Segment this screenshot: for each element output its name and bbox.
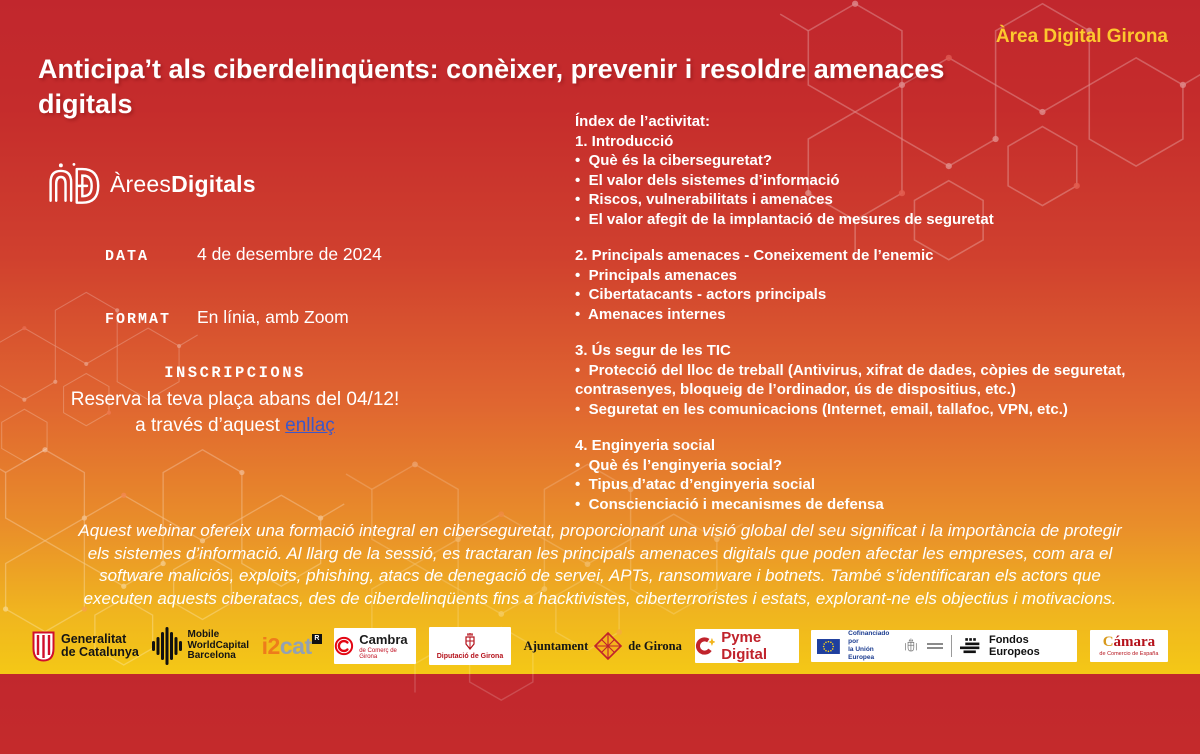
activity-index [575,112,1177,531]
index-bullet: • Què és la ciberseguretat? [575,151,1177,171]
index-bullet: • Conscienciació i mecanismes de defensa [575,495,1177,515]
cambra-c-icon [334,636,354,656]
mobile-world-capital-logo [152,626,249,666]
girona-diamond-emblem-icon [593,631,623,661]
index-bullet: • El valor dels sistemes d’informació [575,171,1177,191]
section-title: 2. Principals amenaces - Coneixement de l’enemic [575,247,934,264]
ministry-text-lines [927,643,943,649]
date-row [105,244,382,265]
fondos-europeos-name: Fondos Europeos [988,634,1040,658]
mwc-line2: WorldCapital [187,639,249,651]
generalitat-line1: Generalitat [61,631,127,646]
spain-coat-of-arms-icon [903,635,919,657]
date-label: DATA [105,248,150,265]
inscriptions-block [58,364,412,438]
arees-digitals-wordmark [110,171,256,198]
cambra-name: Cambra [359,631,408,647]
i2cat-logo [262,633,322,660]
i2cat-i2: i2 [261,632,280,659]
senyera-shield-icon [32,631,55,662]
camara-initial: C [1102,634,1114,650]
index-section-3 [575,341,1177,419]
eu-funding-bar [811,630,1077,662]
i2cat-registered-mark: R [312,634,322,644]
pyme-digital-logo [695,629,799,663]
index-bullet: • El valor afegit de la implantació de mesures de seguretat [575,210,1177,230]
inscriptions-label: INSCRIPCIONS [164,364,306,382]
inscriptions-link-line [58,414,412,438]
generalitat-line2: de Catalunya [61,645,139,659]
inscriptions-link-prefix: a través d’aquest [135,414,280,436]
webinar-description: Aquest webinar ofereix una formació integral en ciberseguretat, proporcionant una visió global del seu significat i la importància de protegir els sistemes d’informació. Al llarg de la sessió, es tractaran les principals amenaces digitals que poden afectar les empreses, com ara el software maliciós, exploits, phishing, atacs de denegació de servei, APTs, ransomware i botnets. També s’identificaran els actors que executen aquests ciberatacs, des de ciberdelinqüents fins a hacktivistes, ciberterroristes i estats, explorant-ne els objectius i motivacions. [78,521,1122,608]
index-bullet: • Tipus d’atac d’enginyeria social [575,475,1177,495]
arees-digitals-logo [45,160,256,208]
section-title: 4. Enginyeria social [575,437,716,454]
camara-subtitle: de Comercio de España [1099,651,1159,657]
index-section-4 [575,436,1177,514]
camara-espana-logo [1090,630,1168,662]
index-bullet: • Riscos, vulnerabilitats i amenaces [575,190,1177,210]
index-bullet: • Cibertatacants - actors principals [575,285,1177,305]
index-bullet: • Què és l’enginyeria social? [575,456,1177,476]
soundwave-bars-icon [152,626,182,666]
pyme-name: Pyme Digital [721,629,768,663]
de-girona-word: de Girona [628,638,682,653]
cambra-subtitle: de Comerç de Girona [359,647,397,660]
camara-rest: ámara [1113,634,1156,650]
index-section-2 [575,246,1177,324]
page-title: Anticipa’t als ciberdelinqüents: conèixer, prevenir i resoldre amenaces digitals [38,54,945,119]
index-bullet: • Principals amenaces [575,266,1177,286]
section-title: 1. Introducció [575,132,674,150]
ajuntament-word: Ajuntament [523,638,589,653]
index-bullet: • Protecció del lloc de treball (Antivirus, xifrat de dades, còpies de seguretat, contrasenyes, bloqueig de l’ordinador, ús de dispositius, etc.) [575,361,1177,400]
index-heading: Índex de l’activitat: [575,113,711,130]
eu-flag-icon [817,638,840,655]
section-title: 3. Ús segur de les TIC [575,342,731,359]
index-bullet: • Amenaces internes [575,305,1177,325]
diputacio-emblem-icon [463,633,477,651]
diputacio-name: Diputació de Girona [436,652,504,660]
date-value: 4 de desembre de 2024 [197,244,382,264]
divider [951,635,952,657]
mwc-line1: Mobile [187,629,220,641]
eu-cofinanced-line2: la Unión Europea [848,646,875,661]
index-section-1 [575,132,1177,230]
partner-logo-bar [0,622,1200,670]
pyme-c-star-icon [695,634,716,658]
i2cat-cat: cat [279,632,312,659]
arees-digitals-icon [45,160,101,208]
format-label: FORMAT [105,311,172,328]
enllac-link[interactable]: enllaç [285,414,335,436]
logo-word-bold: Digitals [171,170,256,197]
format-value: En línia, amb Zoom [197,307,349,327]
format-row [105,307,349,328]
inscriptions-deadline: Reserva la teva plaça abans del 04/12! [70,389,400,410]
eu-cofinanced-line1: Cofinanciado por [848,630,890,646]
mwc-line3: Barcelona [187,650,236,662]
generalitat-catalunya-logo [32,631,139,662]
ajuntament-girona-logo [524,631,682,661]
area-digital-girona-label: Àrea Digital Girona [995,26,1168,47]
cambra-girona-logo [334,628,416,664]
logo-word-regular: Àrees [110,170,172,197]
diputacio-girona-logo [429,627,511,665]
fondos-europeos-icon [960,637,981,656]
index-bullet: • Seguretat en les comunicacions (Internet, email, tallafoc, VPN, etc.) [575,400,1177,420]
